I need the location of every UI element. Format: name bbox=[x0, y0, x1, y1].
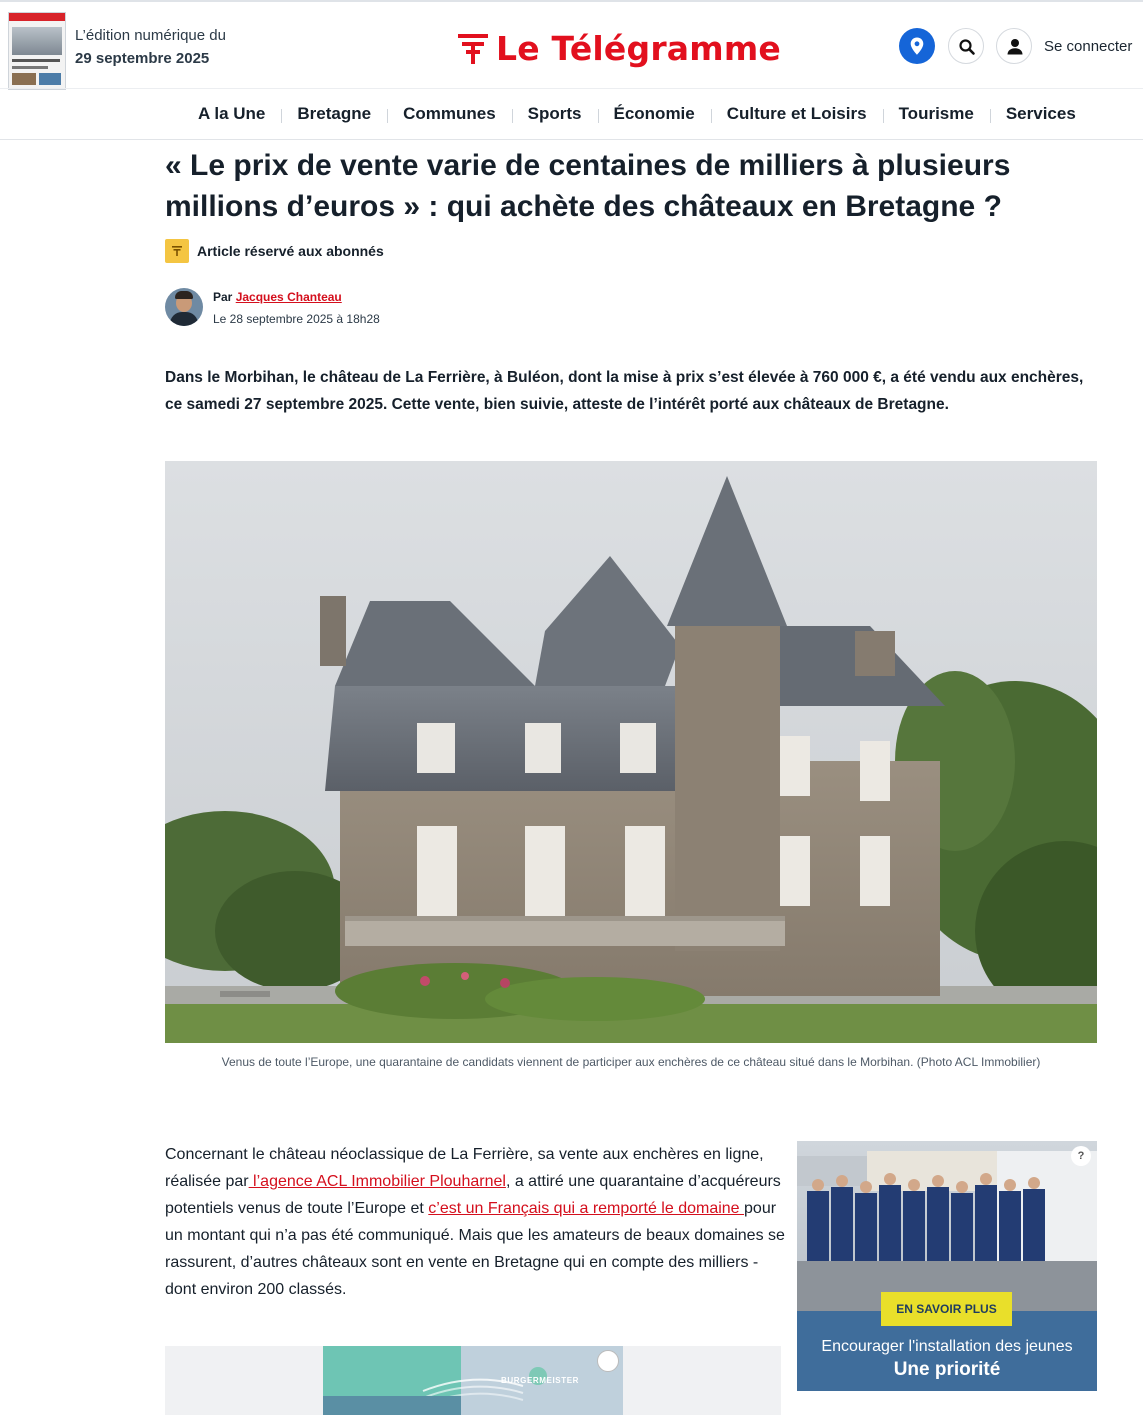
digital-edition-thumbnail[interactable] bbox=[8, 12, 66, 90]
ad-headline: Encourager l'installation des jeunes bbox=[821, 1338, 1073, 1355]
nav-item-a-la-une[interactable]: A la Une bbox=[198, 104, 266, 123]
photo-caption: Venus de toute l’Europe, une quarantaine de candidats viennent de participer aux enchères de ce château situé dans le Morbihan. (Photo ACL Immobilier) bbox=[221, 1055, 1041, 1069]
nav-item-tourisme[interactable]: Tourisme bbox=[883, 104, 990, 124]
byline-prefix: Par bbox=[213, 290, 233, 304]
inline-ad-banner[interactable] bbox=[323, 1346, 623, 1415]
location-button[interactable] bbox=[899, 28, 935, 64]
premium-icon bbox=[165, 239, 189, 263]
article-title: « Le prix de vente varie de centaines de milliers à plusieurs millions d’euros » : qui achète des châteaux en Bretagne ? bbox=[165, 149, 1011, 223]
link-acl-immobilier[interactable]: l’agence ACL Immobilier Plouharnel bbox=[248, 1173, 506, 1190]
ad-cta-button[interactable]: EN SAVOIR PLUS bbox=[881, 1292, 1012, 1326]
premium-label: Article réservé aux abonnés bbox=[197, 243, 384, 259]
inline-ad-brand: BURGERMEISTER bbox=[501, 1376, 580, 1385]
nav-item-bretagne[interactable]: Bretagne bbox=[281, 104, 387, 124]
edition-date: 29 septembre 2025 bbox=[75, 50, 210, 67]
sidebar-ad[interactable] bbox=[797, 1141, 1097, 1391]
nav-item-economie[interactable]: Économie bbox=[598, 104, 711, 124]
chateau-photo bbox=[165, 461, 1097, 1043]
logo-mark-icon bbox=[458, 31, 488, 65]
publish-date: Le 28 septembre 2025 à 18h28 bbox=[213, 312, 380, 326]
paragraph-text-3: pour un montant qui n’a pas été communiqué. Mais que les amateurs de beaux domaines se rassurent, d’autres châteaux sont en vente en Bretagne qui en compte des milliers - dont environ 200 classés. bbox=[165, 1200, 785, 1298]
nav-item-sports[interactable]: Sports bbox=[512, 104, 598, 124]
digital-edition-link[interactable] bbox=[75, 24, 226, 70]
login-link[interactable]: Se connecter bbox=[1044, 38, 1133, 55]
article-photo[interactable] bbox=[165, 461, 1097, 1043]
edition-label: L’édition numérique du bbox=[75, 27, 226, 44]
search-icon bbox=[949, 29, 985, 65]
author-avatar[interactable] bbox=[165, 288, 203, 326]
location-icon bbox=[899, 28, 935, 64]
article-lead: Dans le Morbihan, le château de La Ferrière, à Buléon, dont la mise à prix s’est élevée à 760 000 €, a été vendu aux enchères, ce samedi 27 septembre 2025. Cette vente, bien suivie, atteste de l’intérêt porté aux châteaux de Bretagne. bbox=[165, 369, 1084, 413]
author-link[interactable]: Jacques Chanteau bbox=[235, 290, 342, 304]
account-button[interactable] bbox=[996, 28, 1032, 64]
inline-ad[interactable] bbox=[165, 1346, 781, 1415]
inline-ad-info-icon[interactable] bbox=[597, 1350, 619, 1372]
ad-info-icon[interactable]: ? bbox=[1071, 1146, 1091, 1166]
link-francais-remporte[interactable]: c’est un Français qui a remporté le domaine bbox=[428, 1200, 745, 1217]
user-icon bbox=[997, 29, 1033, 65]
paragraph-text-1: Concernant le château néoclassique de La Ferrière, sa vente aux enchères en ligne, réalisée par bbox=[165, 1146, 764, 1190]
article-paragraph bbox=[165, 1141, 785, 1303]
premium-badge bbox=[165, 239, 384, 263]
ad-photo bbox=[797, 1141, 1097, 1311]
paragraph-text-2: , a attiré une quarantaine d’acquéreurs potentiels venus de toute l’Europe et bbox=[165, 1173, 781, 1217]
byline bbox=[213, 290, 342, 304]
nav-item-culture-loisirs[interactable]: Culture et Loisirs bbox=[711, 104, 883, 124]
logo-text: Le Télégramme bbox=[496, 28, 782, 68]
search-button[interactable] bbox=[948, 28, 984, 64]
site-logo[interactable] bbox=[458, 26, 781, 70]
ad-subheadline: Une priorité bbox=[893, 1359, 1001, 1380]
site-header bbox=[0, 2, 1143, 88]
nav-item-communes[interactable]: Communes bbox=[387, 104, 512, 124]
nav-item-services[interactable]: Services bbox=[990, 104, 1092, 124]
main-nav bbox=[0, 88, 1143, 140]
